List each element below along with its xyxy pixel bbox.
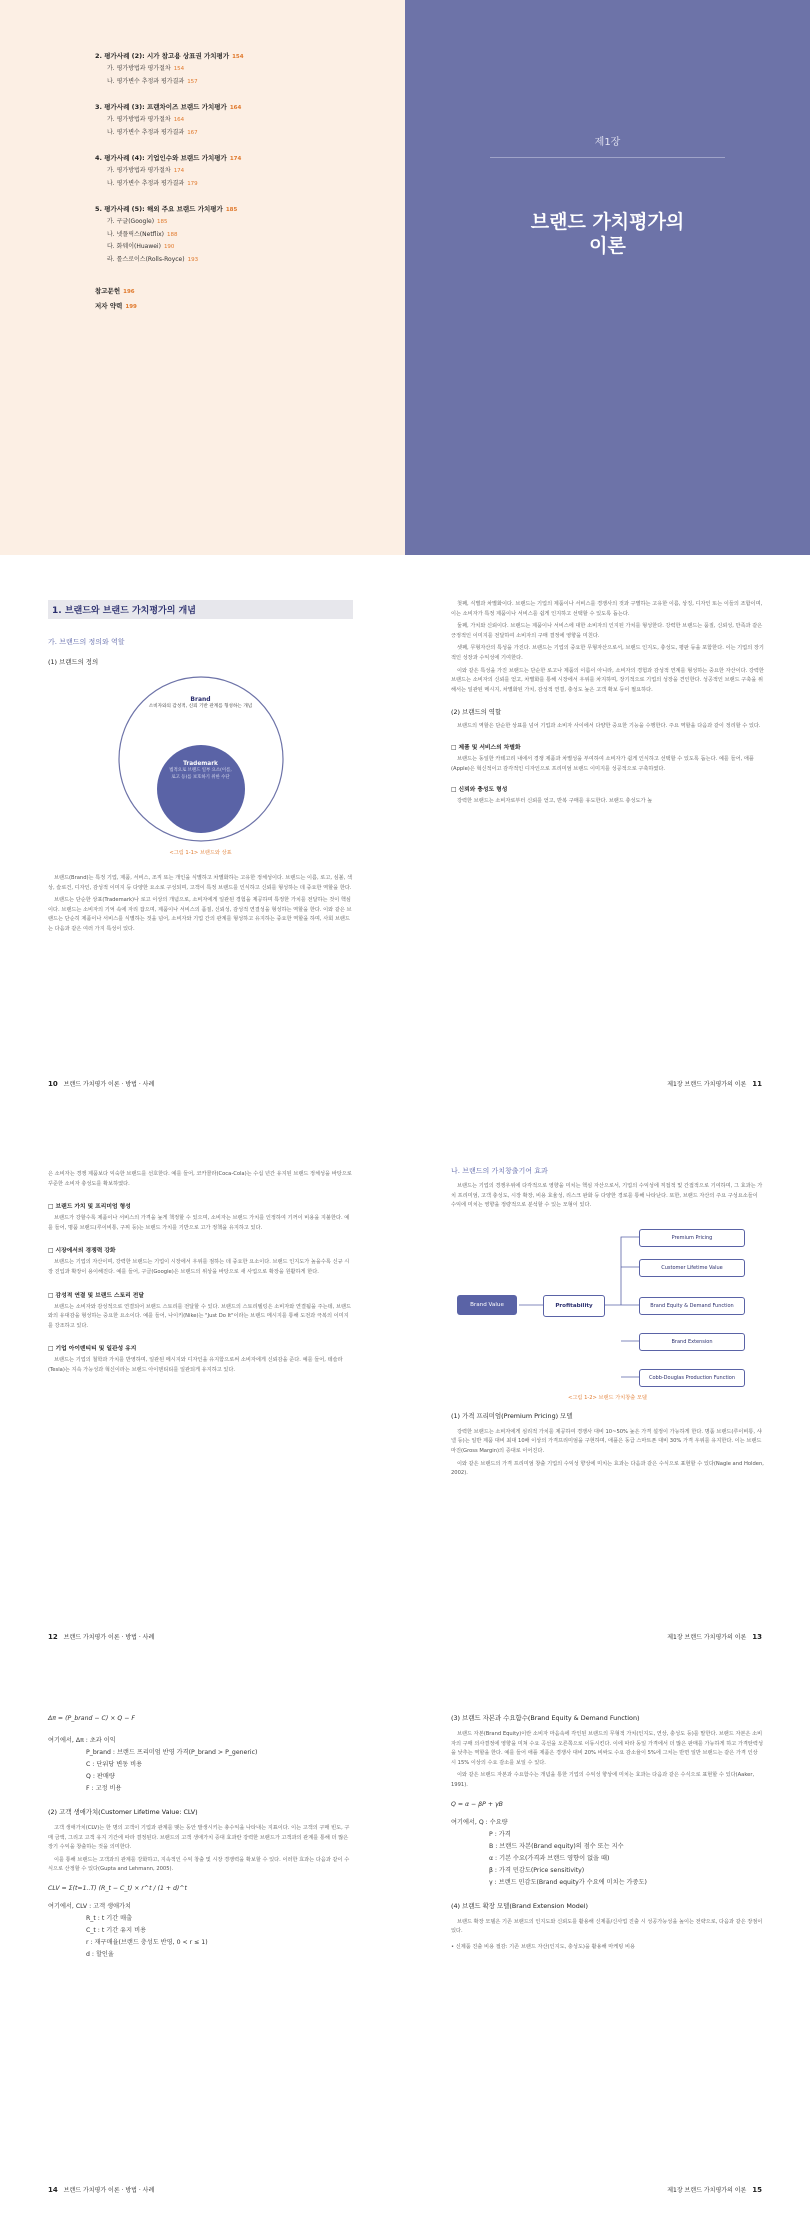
bullet-heading: □ 감성적 연결 및 브랜드 스토리 전달 xyxy=(48,1292,144,1299)
brand-title: Brand xyxy=(190,696,211,703)
running-title: 브랜드 가치평가 이론 · 방법 · 사례 xyxy=(63,1081,155,1088)
toc-back-matter xyxy=(95,284,385,314)
toc-page-number: 157 xyxy=(187,78,198,85)
sub-heading: (4) 브랜드 확장 모델(Brand Extension Model) xyxy=(451,1901,589,1910)
formula-variable: B : 브랜드 자본(Brand equity)의 점수 또는 지수 xyxy=(489,1842,624,1850)
formula-variable: r : 재구매율(브랜드 충성도 반영, 0 < r ≤ 1) xyxy=(86,1938,208,1946)
bullet-heading: □ 제품 및 서비스의 차별화 xyxy=(451,744,521,751)
toc-page-number: 185 xyxy=(225,207,238,213)
bullet-paragraph: • 신제품 진출 비용 절감: 기존 브랜드 자산(인지도, 충성도)을 활용해 마케팅 비용 xyxy=(451,1943,635,1950)
page-footer xyxy=(48,1079,154,1088)
page-number: 15 xyxy=(752,2186,762,2194)
spread-pages-14-15 xyxy=(0,1663,810,2216)
paragraph: 둘째, 가치와 신뢰이다. 브랜드는 제품이나 서비스에 대한 소비자의 인지된 가치를 형성한다. 강력한 브랜드는 품질, 신뢰성, 만족과 같은 긍정적인 이미지를 전달하여 소비자의 구매 결정에 영향을 미친다. xyxy=(451,623,763,639)
formula-legend-heading: 여기에서, Q : 수요량 xyxy=(451,1818,508,1826)
chapter-title-line-2: 이론 xyxy=(589,235,626,257)
toc-chapter-entry[interactable] xyxy=(95,152,385,165)
running-title: 브랜드 가치평가 이론 · 방법 · 사례 xyxy=(63,2187,155,2194)
toc-section xyxy=(95,203,385,266)
diagram-output-box: Brand Equity & Demand Function xyxy=(639,1297,745,1315)
toc-entry-title: 4. 평가사례 (4): 기업인수와 브랜드 가치평가 xyxy=(95,154,227,162)
value-creation-diagram xyxy=(451,1217,751,1392)
subsection-title: 나. 브랜드의 가치창출기여 효과 xyxy=(451,1167,548,1175)
spread-toc-chapter xyxy=(0,0,810,555)
spread-pages-10-11 xyxy=(0,555,810,1110)
paragraph: 은 소비자는 경쟁 제품보다 익숙한 브랜드를 선호한다. 예를 들어, 코카콜라(Coca-Cola)는 수십 년간 유지된 브랜드 정체성을 바탕으로 꾸준한 소비자 충성도를 확보하였다. xyxy=(48,1171,352,1187)
table-of-contents xyxy=(95,50,385,327)
page-footer xyxy=(48,2185,154,2194)
paragraph: 브랜드의 역할은 단순한 상표를 넘어 기업과 소비자 사이에서 다양한 중요한 기능을 수행한다. 주요 역할을 다음과 같이 정리할 수 있다. xyxy=(457,723,761,730)
toc-entry-title: 2. 평가사례 (2): 시가 참고용 상표권 가치평가 xyxy=(95,52,230,60)
paragraph: 브랜드가 강할수록 제품이나 서비스의 가격을 높게 책정할 수 있으며, 소비자는 브랜드 가치를 인정하여 기꺼이 비용을 지불한다. 예를 들어, 명품 브랜드(루이비통, 구찌 등)는 브랜드 가치를 기반으로 고가 정책을 유지하고 있다. xyxy=(48,1215,350,1231)
formula-excess-profit: Δπ = (P_brand − C) × Q − F xyxy=(48,1715,135,1722)
paragraph: 강력한 브랜드는 소비자로부터 신뢰를 얻고, 반복 구매를 유도한다. 브랜드 충성도가 높 xyxy=(457,798,653,805)
formula-variable: Q : 판매량 xyxy=(86,1773,115,1780)
toc-item-entry[interactable] xyxy=(95,165,385,178)
toc-entry-title: 가. 평가방법과 평가절차 xyxy=(107,167,171,174)
toc-page-number: 164 xyxy=(173,117,185,123)
paragraph: 브랜드 확장 모델은 기존 브랜드의 인지도와 신뢰도를 활용해 신제품/신사업 진출 시 성공가능성을 높이는 전략으로, 다음과 같은 장점이 있다. xyxy=(451,1918,763,1935)
toc-entry-title: 다. 화웨이(Huawei) xyxy=(107,243,161,250)
formula-variable: C_t : t 기간 유지 비용 xyxy=(86,1926,147,1934)
brand-label xyxy=(141,696,261,710)
paragraph: 브랜드 자본(Brand Equity)이란 소비자 마음속에 각인된 브랜드의 무형적 가치(인지도, 연상, 충성도 등)를 말한다. 브랜드 자본은 소비자의 구매 의사결정에 영향을 미쳐 수요 곡선을 오른쪽으로 이동시킨다. 이에 따라 동일 가격에서 더 많은 판매를 가능하게 하고 가격탄력성을 낮추는 역할을 한다. 예를 들어 애플 제품은 경쟁사 대비 20% 비싸도 수요 감소율이 5%에 그치는 반면 일반 브랜드는 같은 가격 인상 시 15% 이상의 수요 감소를 보일 수 있다. xyxy=(451,1731,763,1766)
page-number: 13 xyxy=(752,1633,762,1641)
toc-page xyxy=(0,0,405,555)
toc-section xyxy=(95,50,385,88)
toc-entry-title: 저자 약력 xyxy=(95,302,123,310)
page-13 xyxy=(405,1110,810,1663)
toc-item-entry[interactable] xyxy=(95,178,385,191)
toc-page-number: 196 xyxy=(123,289,135,295)
paragraph: 브랜드는 동일한 카테고리 내에서 경쟁 제품과 차별성을 부여하여 소비자가 쉽게 인식하고 선택할 수 있도록 돕는다. 예를 들어, 애플(Apple)은 혁신적이고 감각적인 디자인으로 프리미엄 브랜드 이미지를 성공적으로 구축하였다. xyxy=(451,755,754,772)
page-12 xyxy=(0,1110,405,1663)
brand-value-box: Brand Value xyxy=(457,1295,517,1315)
toc-entry-title: 나. 평가변수 추정과 평가결과 xyxy=(107,128,185,136)
toc-entry-title: 가. 평가방법과 평가절차 xyxy=(107,65,171,72)
toc-chapter-entry[interactable] xyxy=(95,50,385,63)
figure-caption: <그림 1-2> 브랜드 가치창출 모델 xyxy=(568,1394,647,1401)
chapter-title xyxy=(405,210,810,258)
toc-page-number: 167 xyxy=(187,129,198,136)
formula-variable: γ : 브랜드 민감도(Brand equity가 수요에 미치는 가중도) xyxy=(489,1878,647,1886)
page-footer xyxy=(48,1632,154,1641)
page-14-content xyxy=(48,1713,353,1961)
page-footer xyxy=(667,1632,762,1641)
trademark-text: 법적으로 브랜드 일부 요소(이름, 로고 등)를 보호하기 위한 수단 xyxy=(169,768,232,780)
page-number: 12 xyxy=(48,1633,58,1641)
formula-variable: d : 할인율 xyxy=(86,1950,114,1958)
toc-back-matter-entry[interactable] xyxy=(95,299,385,314)
chapter-divider xyxy=(490,157,725,158)
toc-chapter-entry[interactable] xyxy=(95,101,385,114)
sub-heading: (1) 가격 프리미엄(Premium Pricing) 모델 xyxy=(451,1411,573,1420)
toc-section xyxy=(95,101,385,139)
diagram-output-box: Cobb-Douglas Production Function xyxy=(639,1369,745,1387)
formula-variable: P_brand : 브랜드 프리미엄 반영 가격(P_brand > P_generic) xyxy=(86,1749,258,1756)
toc-page-number: 193 xyxy=(187,256,199,263)
subsection-title: 가. 브랜드의 정의와 역할 xyxy=(48,638,125,646)
toc-page-number: 179 xyxy=(187,180,198,187)
toc-item-entry[interactable] xyxy=(95,229,385,242)
diagram-output-box: Brand Extension xyxy=(639,1333,745,1351)
toc-page-number: 188 xyxy=(167,231,178,238)
toc-page-number: 174 xyxy=(173,168,185,174)
toc-page-number: 174 xyxy=(229,156,242,162)
toc-back-matter-entry[interactable] xyxy=(95,284,385,299)
trademark-circle xyxy=(157,745,245,833)
toc-item-entry[interactable] xyxy=(95,254,385,267)
bullet-heading: □ 신뢰와 충성도 형성 xyxy=(451,787,508,794)
diagram-output-box: Customer Lifetime Value xyxy=(639,1259,745,1277)
chapter-title-line-1: 브랜드 가치평가의 xyxy=(530,211,685,233)
paragraph: 고객 생애가치(CLV)는 한 명의 고객이 기업과 관계를 맺는 동안 발생시키는 총수익을 나타내는 지표이다. 이는 고객의 구매 빈도, 구매 금액, 그리고 고객 유지 기간에 따라 결정된다. 브랜드의 고객 생애가치 증대 효과란 강력한 브랜드가 고객과의 관계를 통해 더 많은 장기 수익을 창출하는 것을 의미한다. xyxy=(48,1825,350,1851)
bullet-heading: □ 시장에서의 경쟁력 강화 xyxy=(48,1248,116,1255)
formula-legend-heading: 여기에서, CLV : 고객 생애가치 xyxy=(48,1902,132,1910)
toc-item-entry[interactable] xyxy=(95,241,385,254)
page-15 xyxy=(405,1663,810,2216)
chapter-cover-page xyxy=(405,0,810,555)
bullet-list xyxy=(48,1201,353,1375)
toc-item-entry[interactable] xyxy=(95,63,385,76)
toc-page-number: 164 xyxy=(229,105,242,111)
toc-item-entry[interactable] xyxy=(95,76,385,89)
page-14 xyxy=(0,1663,405,2216)
page-footer xyxy=(667,1079,762,1088)
toc-chapter-entry[interactable] xyxy=(95,203,385,216)
toc-page-number: 190 xyxy=(163,244,175,250)
toc-entry-title: 나. 평가변수 추정과 평가결과 xyxy=(107,179,185,187)
brand-trademark-diagram xyxy=(116,674,286,844)
paragraph: 브랜드는 소비자와 감성적으로 연결되어 브랜드 스토리를 전달할 수 있다. 브랜드의 스토리텔링은 소비자와 연결됨을 주는데, 브랜드와의 유대감을 형성하는 중요한 요소이다. 예를 들어, 나이키(Nike)는 "Just Do It"이라는 브랜드 메시지를 통해 도전과 극복의 이미지를 강조하고 있다. xyxy=(48,1303,351,1329)
running-title: 제1장 브랜드 가치평가의 이론 xyxy=(667,1634,747,1641)
figure-caption: <그림 1-1> 브랜드와 상표 xyxy=(169,850,232,856)
paragraph: 브랜드는 기업의 철학과 가치를 반영하며, 일관된 메시지와 디자인을 유지함으로써 소비자에게 신뢰감을 준다. 예를 들어, 테슬라(Tesla)는 지속 가능성과 혁신이라는 브랜드 아이덴티티를 일관되게 유지하고 있다. xyxy=(48,1357,343,1373)
paragraph: 이와 같은 브랜드의 가격 프리미엄 창출 기업의 수익성 향상에 미치는 효과는 다음과 같은 수식으로 표현할 수 있다(Nagle and Holden, 2002). xyxy=(451,1460,764,1477)
spread-pages-12-13 xyxy=(0,1110,810,1663)
toc-section xyxy=(95,152,385,190)
formula-legend xyxy=(451,1829,764,1889)
running-title: 브랜드 가치평가 이론 · 방법 · 사례 xyxy=(63,1634,155,1641)
running-title: 제1장 브랜드 가치평가의 이론 xyxy=(667,2187,747,2194)
page-11-content xyxy=(451,600,764,810)
paragraph: 브랜드(Brand)는 특정 기업, 제품, 서비스, 조직 또는 개인을 식별하고 차별화하는 고유한 정체성이다. 브랜드는 이름, 로고, 심볼, 색상, 슬로건, 디자인, 감성적 이미지 등 다양한 요소로 구성되며, 고객이 특정 브랜드를 인식하고 신뢰를 형성하는 데 중요한 역할을 한다. xyxy=(48,875,352,891)
toc-entry-title: 나. 넷플릭스(Netflix) xyxy=(107,230,165,238)
toc-page-number: 154 xyxy=(232,54,244,60)
formula-demand: Q = α − βP + γB xyxy=(451,1800,503,1808)
paragraph: 첫째, 식별과 차별화이다. 브랜드는 기업의 제품이나 서비스를 경쟁사의 것과 구별하는 고유한 이름, 상징, 디자인 또는 이들의 조합이며, 이는 소비자가 특정 제품이나 서비스를 쉽게 인지하고 선택할 수 있도록 돕는다. xyxy=(451,601,763,617)
formula-legend xyxy=(48,1747,353,1795)
formula-legend xyxy=(48,1913,353,1961)
formula-variable: F : 고정 비용 xyxy=(86,1785,122,1792)
toc-page-number: 185 xyxy=(157,219,168,225)
sub-heading: (2) 브랜드의 역할 xyxy=(451,708,502,717)
page-footer xyxy=(667,2185,762,2194)
toc-page-number: 199 xyxy=(125,304,137,310)
formula-variable: P : 가격 xyxy=(489,1830,511,1838)
sub-heading: (1) 브랜드의 정의 xyxy=(48,658,99,666)
brand-text: 소비자와의 감성적, 신뢰 기반 관계를 형성하는 개념 xyxy=(148,704,253,709)
formula-variable: C : 단위당 변동 비용 xyxy=(86,1761,143,1768)
chapter-number: 제1장 xyxy=(594,137,621,148)
page-13-content xyxy=(451,1160,764,1482)
bullet-heading: □ 브랜드 가치 및 프리미엄 형성 xyxy=(48,1204,131,1211)
formula-variable: α : 기본 수요(가격과 브랜드 영향이 없을 때) xyxy=(489,1854,610,1862)
sub-heading: (2) 고객 생애가치(Customer Lifetime Value: CLV) xyxy=(48,1808,198,1816)
toc-item-entry[interactable] xyxy=(95,114,385,127)
sub-heading: (3) 브랜드 자본과 수요함수(Brand Equity & Demand Function) xyxy=(451,1714,640,1722)
formula-variable: β : 가격 민감도(Price sensitivity) xyxy=(489,1866,585,1874)
formula-variable: R_t : t 기간 매출 xyxy=(86,1914,133,1922)
page-number: 10 xyxy=(48,1080,58,1088)
paragraph: 브랜드는 단순한 상표(Trademark)나 로고 이상의 개념으로, 소비자에게 일관된 경험을 제공하며 특정한 가치를 전달하는 것이 핵심이다. 브랜드는 소비자의 기억 속에 자리 잡으며, 제품이나 서비스의 품질, 신뢰성, 감성적 연결성을 형성하는 역할을 한다. 이와 같은 브랜드는 단순히 제품이나 서비스를 식별하는 것을 넘어, 소비자와 기업 간의 관계를 형성하고 유지하는 중요한 역할을 하며, 사회 브랜드는 다음과 같은 여러 가지 특성이 있다. xyxy=(48,897,352,932)
toc-entry-title: 가. 구글(Google) xyxy=(107,218,155,225)
trademark-label xyxy=(168,761,234,781)
page-10 xyxy=(0,555,405,1110)
page-number: 11 xyxy=(752,1080,762,1088)
paragraph: 셋째, 무형자산의 특성을 가진다. 브랜드는 기업의 중요한 무형자산으로서, 브랜드 인지도, 충성도, 평판 등을 포함한다. 이는 기업의 장기적인 성장과 수익성에 기여한다. xyxy=(451,645,764,661)
profitability-box: Profitability xyxy=(543,1295,605,1317)
toc-entry-title: 참고문헌 xyxy=(95,287,121,295)
page-12-content xyxy=(48,1170,353,1379)
toc-item-entry[interactable] xyxy=(95,127,385,140)
paragraph: 이와 같은 특성을 가진 브랜드는 단순한 로고나 제품의 이름이 아니라, 소비자의 경험과 감성적 연계를 형성하는 중요한 자산이다. 강력한 브랜드는 소비자의 신뢰를 얻고, 차별화를 통해 시장에서 우위를 차지하며, 장기적으로 기업의 성장을 견인한다. 성공적인 브랜드 구축을 위해서는 일관된 메시지, 차별화된 가치, 감성적 연결, 충성도 높은 고객 확보 등이 필요하다. xyxy=(451,667,764,693)
toc-entry-title: 5. 평가사례 (5): 해외 주요 브랜드 가치평가 xyxy=(95,205,223,213)
trademark-title: Trademark xyxy=(183,761,218,767)
page-11 xyxy=(405,555,810,1110)
paragraph: 브랜드는 기업의 경쟁우위에 다각적으로 영향을 미치는 핵심 자산으로서, 기업의 수익성에 직접적 및 간접적으로 기여하며, 그 효과는 가치 프리미엄, 고객 충성도, 시장 확장, 비용 효율성, 리스크 완화 등 다양한 경로를 통해 나타난다. 또한, 브랜드 자산의 주요 구성요소들이 수익에 미치는 영향을 정량적으로 분석할 수 있는 모형이 있다. xyxy=(451,1183,763,1209)
paragraph: 브랜드는 기업의 자산이며, 강력한 브랜드는 기업이 시장에서 우위를 점하는 데 중요한 요소이다. 브랜드 인지도가 높을수록 신규 시장 진입과 확장이 용이해진다. 예를 들어, 구글(Google)은 브랜드의 위상을 바탕으로 새 사업으로 확장을 원활하게 한다. xyxy=(48,1259,350,1275)
paragraph: 강력한 브랜드는 소비자에게 심리적 가치를 제공하여 경쟁사 대비 10~50% 높은 가격 설정이 가능하게 한다. 명품 브랜드(루이비통, 샤넬 등)는 일반 제품 대비 최대 10배 이상의 가격프리미엄을 구현하며, 애플은 동급 스마트폰 대비 30% 가격 우위를 유지한다. 이는 브랜드 마진(Gross Margin)의 증대로 이어진다. xyxy=(451,1428,762,1454)
page-10-content xyxy=(48,600,353,938)
toc-entry-title: 가. 평가방법과 평가절차 xyxy=(107,116,171,123)
paragraph: 이를 통해 브랜드는 고객과의 관계를 강화하고, 지속적인 수익 창출 및 시장 경쟁력을 확보할 수 있다. 이러한 효과는 다음과 같이 수식으로 산정할 수 있다(Gupta and Lehmann, 2005). xyxy=(48,1856,350,1873)
toc-item-entry[interactable] xyxy=(95,216,385,229)
toc-page-number: 154 xyxy=(173,66,185,72)
paragraph: 이와 같은 브랜드 자본과 수요함수는 개념을 통한 기업의 수익성 향상에 미치는 효과는 다음과 같은 수식으로 표현할 수 있다(Aaker, 1991). xyxy=(451,1772,755,1788)
toc-entry-title: 나. 평가변수 추정과 평가결과 xyxy=(107,77,185,85)
connector-branches xyxy=(603,1237,639,1377)
formula-legend-heading: 여기에서, Δπ : 초과 이익 xyxy=(48,1737,116,1744)
diagram-output-box: Premium Pricing xyxy=(639,1229,745,1247)
toc-entry-title: 3. 평가사례 (3): 프랜차이즈 브랜드 가치평가 xyxy=(95,103,227,111)
formula-clv: CLV = Σ(t=1..T) (R_t − C_t) × r^t / (1 + d)^t xyxy=(48,1884,187,1892)
toc-entry-title: 라. 롤스로이스(Rolls-Royce) xyxy=(107,255,185,263)
section-title: 1. 브랜드와 브랜드 가치평가의 개념 xyxy=(48,600,353,619)
page-15-content xyxy=(451,1713,764,1955)
page-number: 14 xyxy=(48,2186,58,2194)
running-title: 제1장 브랜드 가치평가의 이론 xyxy=(667,1081,747,1088)
bullet-heading: □ 기업 아이덴티티 및 일관성 유지 xyxy=(48,1346,137,1353)
